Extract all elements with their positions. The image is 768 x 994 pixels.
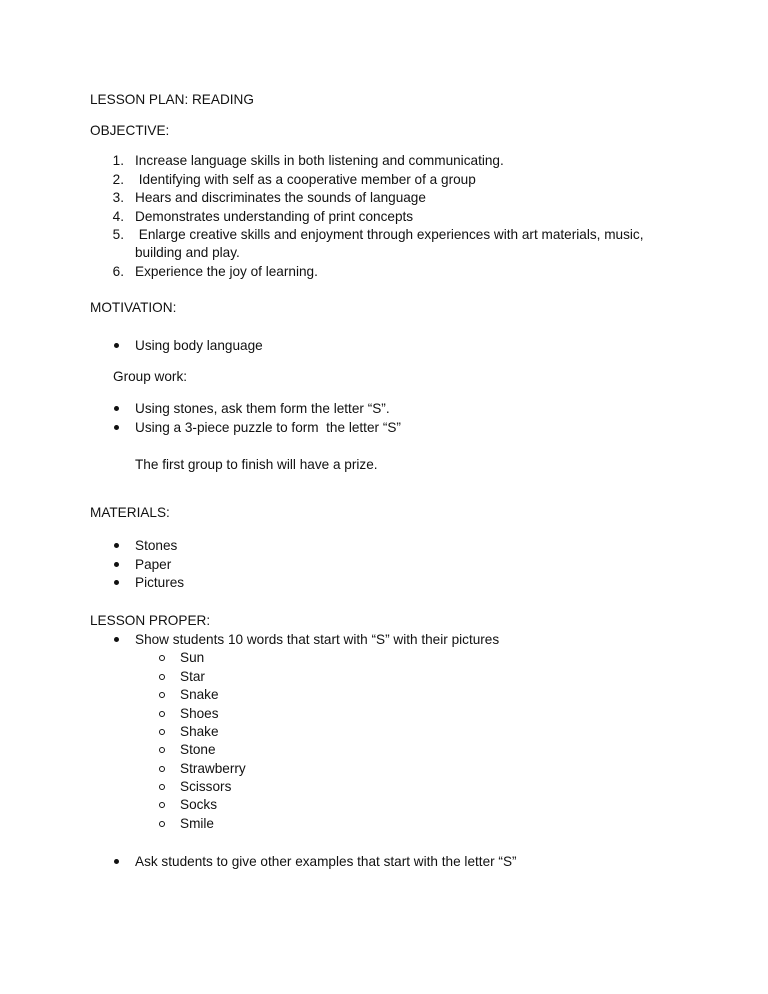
- bullet-icon: [114, 562, 119, 567]
- circle-bullet-icon: [159, 821, 165, 827]
- document-title: LESSON PLAN: READING: [90, 92, 254, 107]
- circle-bullet-icon: [159, 784, 165, 790]
- circle-bullet-icon: [159, 692, 165, 698]
- item-text: Pictures: [135, 575, 185, 590]
- bullet-icon: [114, 637, 119, 642]
- circle-bullet-icon: [159, 747, 165, 753]
- item-number: 1.: [112, 153, 124, 168]
- item-text: Using a 3-piece puzzle to form the letter “S”: [135, 420, 401, 435]
- word-text: Socks: [180, 797, 218, 812]
- bullet-icon: [114, 543, 119, 548]
- item-text: Enlarge creative skills and enjoyment through experiences with art materials, music,: [135, 227, 644, 242]
- materials-heading: MATERIALS:: [90, 505, 170, 520]
- bullet-icon: [114, 580, 119, 585]
- bullet-icon: [114, 859, 119, 864]
- lesson-proper-heading: LESSON PROPER:: [90, 613, 211, 628]
- item-number: 2.: [112, 172, 124, 187]
- word-text: Shoes: [180, 706, 219, 721]
- item-text: Experience the joy of learning.: [135, 264, 318, 279]
- item-text: Stones: [135, 538, 178, 553]
- item-text-continued: building and play.: [135, 245, 240, 260]
- word-text: Stone: [180, 742, 216, 757]
- bullet-icon: [114, 425, 119, 430]
- item-number: 5.: [112, 227, 124, 242]
- bullet-icon: [114, 343, 119, 348]
- item-number: 3.: [112, 190, 124, 205]
- objective-heading: OBJECTIVE:: [90, 123, 170, 138]
- word-text: Smile: [180, 816, 214, 831]
- item-text: Increase language skills in both listening and communicating.: [135, 153, 504, 168]
- bullet-icon: [114, 406, 119, 411]
- item-number: 6.: [112, 264, 124, 279]
- word-text: Star: [180, 669, 205, 684]
- circle-bullet-icon: [159, 711, 165, 717]
- circle-bullet-icon: [159, 655, 165, 661]
- circle-bullet-icon: [159, 766, 165, 772]
- prize-note: The first group to finish will have a prize.: [135, 457, 378, 472]
- item-text: Show students 10 words that start with “S” with their pictures: [135, 632, 500, 647]
- item-number: 4.: [112, 209, 124, 224]
- circle-bullet-icon: [159, 674, 165, 680]
- word-text: Snake: [180, 687, 219, 702]
- item-text: Hears and discriminates the sounds of language: [135, 190, 426, 205]
- item-text: Using stones, ask them form the letter “S”.: [135, 401, 390, 416]
- item-text: Identifying with self as a cooperative member of a group: [135, 172, 476, 187]
- circle-bullet-icon: [159, 729, 165, 735]
- item-text: Paper: [135, 557, 172, 572]
- word-text: Sun: [180, 650, 205, 665]
- circle-bullet-icon: [159, 802, 165, 808]
- item-text: Ask students to give other examples that start with the letter “S”: [135, 854, 517, 869]
- item-text: Demonstrates understanding of print concepts: [135, 209, 414, 224]
- group-work-heading: Group work:: [113, 369, 188, 384]
- word-text: Strawberry: [180, 761, 246, 776]
- item-text: Using body language: [135, 338, 263, 353]
- motivation-heading: MOTIVATION:: [90, 300, 177, 315]
- word-text: Scissors: [180, 779, 232, 794]
- word-text: Shake: [180, 724, 219, 739]
